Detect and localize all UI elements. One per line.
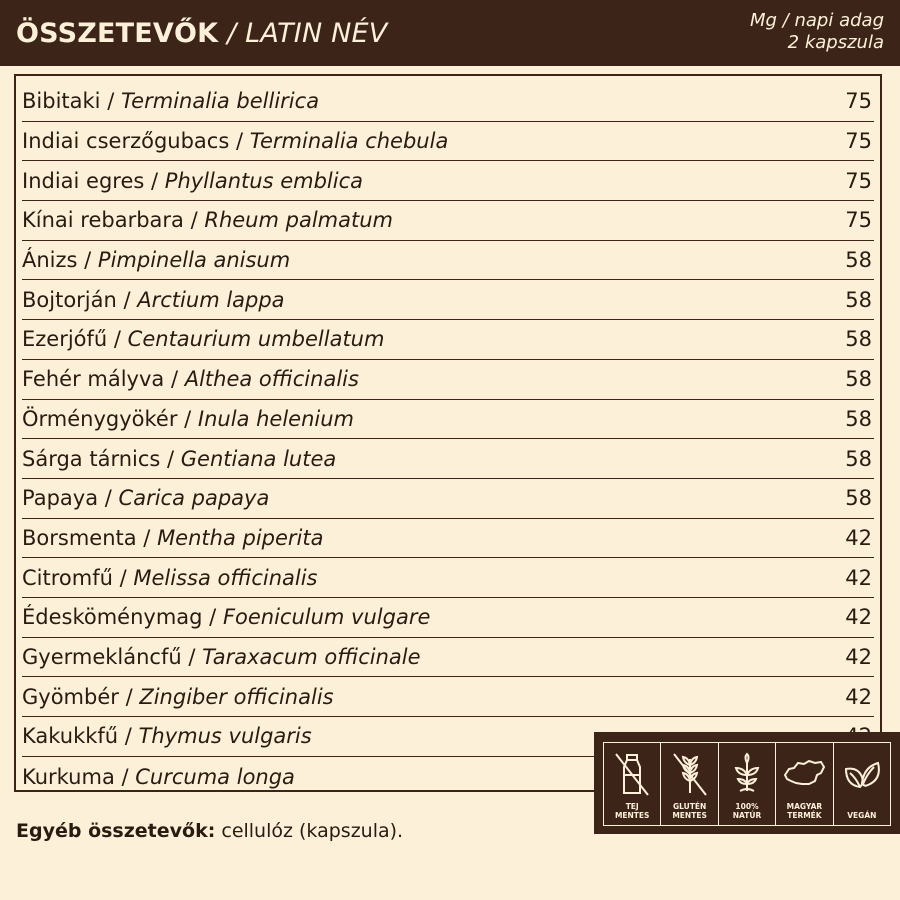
ingredient-mg-value: 58 [845, 248, 872, 273]
table-row [22, 638, 874, 678]
badge-label: TEJ MENTES [614, 802, 650, 820]
ingredient-latin-name: Gentiana lutea [180, 446, 337, 471]
ingredient-mg-value: 75 [845, 208, 872, 233]
ingredient-hungarian-name: Gyermekláncfű [22, 644, 182, 669]
other-ingredients [16, 820, 403, 842]
table-row [22, 439, 874, 479]
ingredient-mg-value: 58 [845, 327, 872, 352]
wheat-crossed-icon [671, 751, 709, 797]
ingredient-mg-value: 75 [845, 168, 872, 193]
table-row [22, 360, 874, 400]
badge-gluten-free [661, 743, 718, 825]
ingredient-mg-value: 42 [845, 525, 872, 550]
hungary-map-icon [782, 751, 826, 797]
table-title [16, 18, 387, 49]
ingredient-latin-name: Terminalia chebula [249, 129, 449, 154]
dose-unit-label: Mg / napi adag [750, 10, 884, 31]
ingredient-latin-name: Zingiber officinalis [139, 684, 334, 709]
ingredient-latin-name: Terminalia bellirica [120, 89, 320, 114]
ingredient-latin-name: Inula helenium [197, 406, 355, 431]
table-row [22, 400, 874, 440]
ingredient-hungarian-name: Fehér mályva [22, 367, 165, 392]
ingredient-mg-value: 42 [845, 684, 872, 709]
ingredient-name-cell [22, 765, 295, 789]
name-separator: / [160, 446, 181, 471]
ingredient-mg-value: 58 [845, 406, 872, 431]
ingredient-name-cell [22, 208, 393, 232]
sprout-icon [728, 751, 766, 797]
ingredient-hungarian-name: Sárga tárnics [22, 446, 161, 471]
table-row [22, 201, 874, 241]
ingredient-mg-value: 75 [845, 89, 872, 114]
name-separator: / [112, 565, 134, 590]
name-separator: / [229, 129, 250, 154]
ingredient-hungarian-name: Bojtorján [22, 287, 117, 312]
name-separator: / [136, 525, 158, 550]
ingredient-latin-name: Mentha piperita [157, 525, 324, 550]
badge-natural [719, 743, 776, 825]
ingredient-name-cell [22, 645, 421, 669]
ingredient-mg-value: 58 [845, 486, 872, 511]
name-separator: / [164, 367, 185, 392]
ingredient-name-cell [22, 327, 384, 351]
ingredient-hungarian-name: Ánizs [22, 248, 78, 273]
ingredient-name-cell [22, 248, 290, 272]
dose-serving-label: 2 kapszula [787, 32, 884, 53]
ingredient-mg-value: 42 [845, 644, 872, 669]
badge-vegan [834, 743, 890, 825]
name-separator: / [107, 327, 128, 352]
table-row [22, 241, 874, 281]
title-latin-name: / LATIN NÉV [218, 18, 388, 49]
ingredient-name-cell [22, 605, 430, 629]
table-row [22, 280, 874, 320]
badge-label: 100% NATÚR [732, 802, 762, 820]
ingredient-name-cell [22, 288, 285, 312]
table-row [22, 122, 874, 162]
badge-dairy-free [604, 743, 661, 825]
ingredients-table [14, 74, 882, 792]
ingredient-hungarian-name: Papaya [22, 486, 99, 511]
table-row [22, 519, 874, 559]
ingredient-name-cell [22, 685, 334, 709]
ingredient-mg-value: 42 [845, 605, 872, 630]
name-separator: / [181, 644, 203, 669]
ingredient-mg-value: 58 [845, 446, 872, 471]
ingredient-latin-name: Melissa officinalis [133, 565, 318, 590]
name-separator: / [100, 89, 121, 114]
ingredient-latin-name: Carica papaya [118, 486, 270, 511]
name-separator: / [114, 764, 136, 789]
ingredient-name-cell [22, 407, 354, 431]
table-row [22, 479, 874, 519]
ingredient-name-cell [22, 89, 319, 113]
ingredient-name-cell [22, 367, 359, 391]
ingredient-hungarian-name: Citromfű [22, 565, 113, 590]
ingredient-latin-name: Althea officinalis [184, 367, 359, 392]
leaf-icon [840, 751, 884, 797]
title-ingredients: ÖSSZETEVŐK [16, 18, 219, 49]
ingredient-latin-name: Rheum palmatum [204, 208, 393, 233]
ingredient-latin-name: Foeniculum vulgare [222, 605, 431, 630]
badge-label: VEGÁN [847, 811, 877, 820]
ingredient-mg-value: 58 [845, 367, 872, 392]
name-separator: / [116, 287, 138, 312]
ingredient-hungarian-name: Indiai egres [22, 168, 145, 193]
ingredient-hungarian-name: Indiai cserzőgubacs [22, 129, 230, 154]
table-row [22, 558, 874, 598]
ingredients-rows [22, 82, 874, 796]
ingredient-mg-value: 42 [845, 565, 872, 590]
ingredient-name-cell [22, 486, 269, 510]
other-ingredients-label: Egyéb összetevők: [16, 820, 216, 842]
name-separator: / [118, 724, 139, 749]
ingredient-latin-name: Pimpinella anisum [97, 248, 291, 273]
ingredient-hungarian-name: Kínai rebarbara [22, 208, 184, 233]
ingredient-name-cell [22, 724, 312, 748]
ingredient-mg-value: 75 [845, 129, 872, 154]
badges-box [594, 732, 900, 834]
ingredient-hungarian-name: Gyömbér [22, 684, 119, 709]
ingredient-name-cell [22, 566, 318, 590]
name-separator: / [118, 684, 140, 709]
ingredient-hungarian-name: Édesköménymag [22, 605, 203, 630]
ingredient-hungarian-name: Bibitaki [22, 89, 101, 114]
milk-bottle-crossed-icon [613, 751, 651, 797]
ingredient-latin-name: Centaurium umbellatum [127, 327, 385, 352]
ingredient-name-cell [22, 129, 448, 153]
column-header-dose [750, 10, 884, 54]
ingredient-name-cell [22, 447, 336, 471]
badge-hungarian-product [776, 743, 833, 825]
header-bar [0, 0, 900, 66]
table-row [22, 598, 874, 638]
name-separator: / [202, 605, 223, 630]
table-row [22, 82, 874, 122]
ingredient-hungarian-name: Borsmenta [22, 525, 137, 550]
other-ingredients-text: cellulóz (kapszula). [215, 820, 404, 842]
ingredient-latin-name: Thymus vulgaris [138, 724, 312, 749]
name-separator: / [98, 486, 119, 511]
ingredient-hungarian-name: Örménygyökér [22, 406, 178, 431]
ingredient-latin-name: Curcuma longa [135, 764, 295, 789]
badge-label: MAGYAR TERMÉK [786, 802, 823, 820]
name-separator: / [144, 168, 165, 193]
ingredient-latin-name: Arctium lappa [137, 287, 285, 312]
badges-grid [603, 742, 891, 826]
ingredient-latin-name: Taraxacum officinale [202, 644, 421, 669]
ingredient-name-cell [22, 169, 363, 193]
ingredient-latin-name: Phyllantus emblica [164, 168, 363, 193]
ingredient-hungarian-name: Kakukkfű [22, 724, 119, 749]
ingredient-hungarian-name: Ezerjófű [22, 327, 108, 352]
badge-label: GLUTÉN MENTES [672, 802, 707, 820]
name-separator: / [177, 406, 198, 431]
table-row [22, 677, 874, 717]
table-row [22, 161, 874, 201]
name-separator: / [183, 208, 205, 233]
ingredient-mg-value: 58 [845, 287, 872, 312]
ingredient-hungarian-name: Kurkuma [22, 764, 115, 789]
table-row [22, 320, 874, 360]
ingredient-name-cell [22, 526, 323, 550]
name-separator: / [77, 248, 98, 273]
